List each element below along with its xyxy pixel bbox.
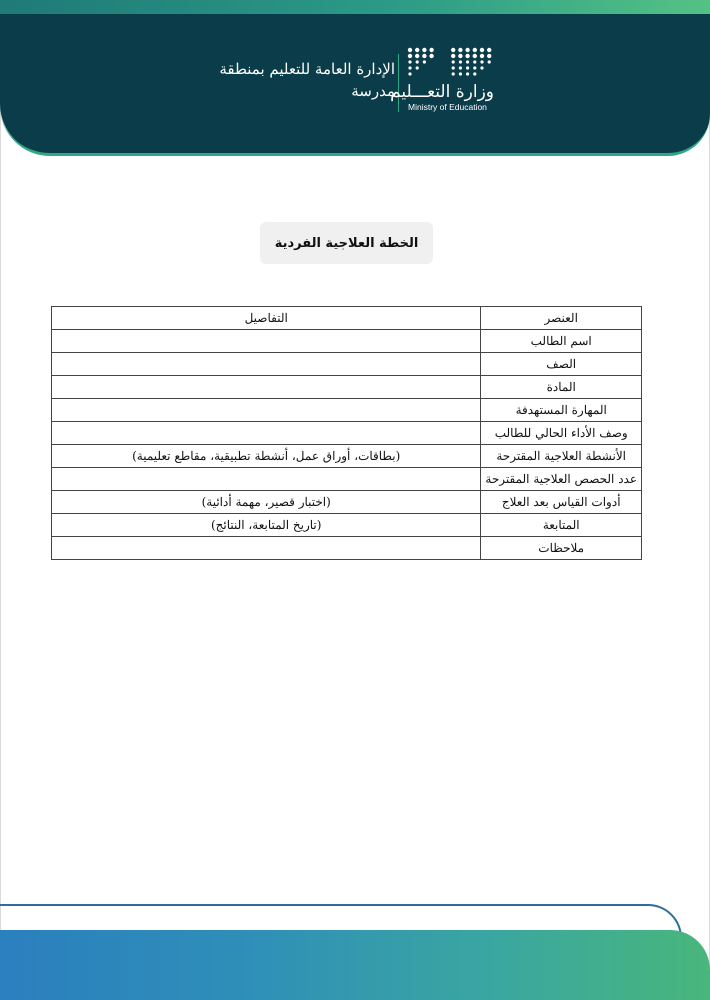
row-details-cell[interactable]	[52, 353, 481, 376]
logo-dot	[416, 66, 419, 69]
logo-english-text: Ministry of Education	[408, 102, 487, 112]
document-title: الخطة العلاجية الفردية	[260, 222, 433, 264]
table-row	[52, 445, 642, 468]
logo-dot	[488, 60, 491, 63]
logo-dot	[408, 54, 412, 58]
table-row	[52, 399, 642, 422]
header-element: العنصر	[481, 307, 642, 330]
logo-dot	[473, 72, 476, 75]
logo-dot	[458, 54, 462, 58]
logo-dot	[408, 60, 411, 63]
ministry-dots-logo-icon	[406, 46, 498, 80]
table-row	[52, 353, 642, 376]
directorate-name: الإدارة العامة للتعليم بمنطقة	[219, 60, 395, 78]
logo-dot	[459, 60, 462, 63]
table-row	[52, 468, 642, 491]
logo-dot	[473, 60, 476, 63]
logo-dot	[466, 66, 469, 69]
logo-dot	[422, 54, 426, 58]
logo-dot	[415, 48, 419, 52]
logo-dot	[480, 54, 484, 58]
header	[0, 0, 710, 156]
table-row	[52, 422, 642, 445]
school-name: مدرسة	[351, 82, 395, 100]
row-details-cell[interactable]	[52, 330, 481, 353]
row-details-cell[interactable]: (تاريخ المتابعة، النتائج)	[52, 514, 481, 537]
table-row	[52, 491, 642, 514]
logo-dot	[429, 54, 433, 58]
row-details-cell[interactable]: (بطاقات، أوراق عمل، أنشطة تطبيقية، مقاطع تعليمية)	[52, 445, 481, 468]
row-element-cell: المادة	[481, 376, 642, 399]
logo-dot	[429, 48, 433, 52]
logo-dot	[452, 60, 455, 63]
logo-dot	[416, 60, 419, 63]
table-header-row	[52, 307, 642, 330]
row-element-cell: ملاحظات	[481, 537, 642, 560]
footer-band	[0, 930, 710, 1000]
ministry-logo	[390, 46, 498, 114]
logo-dot	[458, 48, 462, 52]
header-text	[219, 58, 395, 102]
logo-dot	[408, 72, 411, 75]
logo-dot	[480, 60, 483, 63]
logo-dot	[408, 66, 411, 69]
logo-dot	[487, 48, 491, 52]
table-row	[52, 537, 642, 560]
logo-dot	[480, 48, 484, 52]
row-details-cell[interactable]	[52, 376, 481, 399]
logo-dot	[422, 48, 426, 52]
row-details-cell[interactable]: (اختبار قصير، مهمة أدائية)	[52, 491, 481, 514]
logo-dot	[452, 66, 455, 69]
logo-dot	[487, 54, 491, 58]
logo-dot	[466, 60, 469, 63]
row-element-cell: المهارة المستهدفة	[481, 399, 642, 422]
row-element-cell: أدوات القياس بعد العلاج	[481, 491, 642, 514]
table-row	[52, 514, 642, 537]
row-details-cell[interactable]	[52, 422, 481, 445]
table-row	[52, 376, 642, 399]
logo-dot	[415, 54, 419, 58]
row-element-cell: الصف	[481, 353, 642, 376]
logo-dot	[480, 66, 483, 69]
logo-dot	[452, 72, 455, 75]
remedial-plan-table	[51, 306, 642, 560]
row-element-cell: عدد الحصص العلاجية المقترحة	[481, 468, 642, 491]
logo-dot	[473, 66, 476, 69]
row-details-cell[interactable]	[52, 468, 481, 491]
logo-dot	[459, 66, 462, 69]
logo-dot	[423, 60, 426, 63]
logo-dot	[465, 48, 469, 52]
row-details-cell[interactable]	[52, 537, 481, 560]
row-details-cell[interactable]	[52, 399, 481, 422]
row-element-cell: المتابعة	[481, 514, 642, 537]
row-element-cell: اسم الطالب	[481, 330, 642, 353]
logo-dot	[466, 72, 469, 75]
table-row	[52, 330, 642, 353]
logo-dot	[459, 72, 462, 75]
logo-dot	[451, 48, 455, 52]
row-element-cell: وصف الأداء الحالي للطالب	[481, 422, 642, 445]
logo-dot	[408, 48, 412, 52]
header-details: التفاصيل	[52, 307, 481, 330]
logo-arabic-text: وزارة التعـــليم	[390, 82, 494, 102]
row-element-cell: الأنشطة العلاجية المقترحة	[481, 445, 642, 468]
logo-dot	[451, 54, 455, 58]
header-accent-strip	[0, 0, 710, 14]
logo-dot	[473, 54, 477, 58]
logo-dot	[465, 54, 469, 58]
logo-dot	[473, 48, 477, 52]
